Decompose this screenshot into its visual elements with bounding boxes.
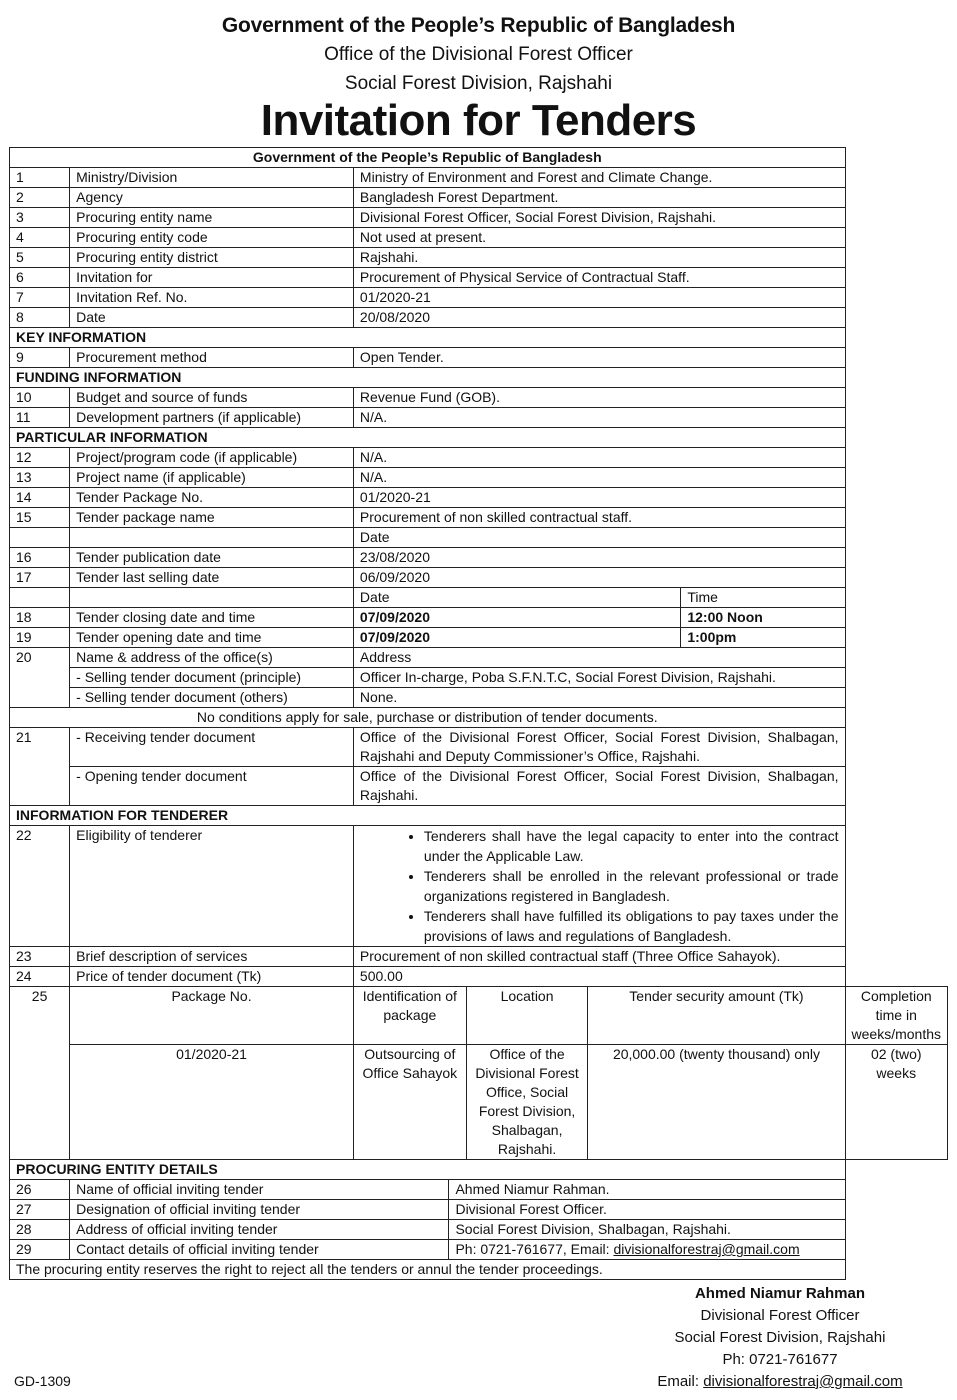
row-number: 24: [10, 967, 70, 987]
row-value: Divisional Forest Officer.: [449, 1200, 845, 1220]
row-number: 10: [10, 388, 70, 408]
section-row: [10, 806, 948, 826]
row-label: Tender opening date and time: [70, 628, 354, 648]
header-office: Office of the Divisional Forest Officer: [324, 44, 633, 65]
row-value: Divisional Forest Officer, Social Forest Division, Rajshahi.: [353, 208, 845, 228]
table-row: [10, 288, 948, 308]
row-number: 19: [10, 628, 70, 648]
row-value: Not used at present.: [353, 228, 845, 248]
table-row: [10, 767, 948, 806]
row-number: 16: [10, 548, 70, 568]
row-value: N/A.: [353, 408, 845, 428]
row-label: - Selling tender document (others): [70, 688, 354, 708]
row-number: 2: [10, 188, 70, 208]
eligibility-item: • Tenderers shall have fulfilled its obligations to pay taxes under the provisions of laws and regulations of Bangladesh.: [424, 906, 839, 946]
table-row: [10, 508, 948, 528]
row-label: Procuring entity code: [70, 228, 354, 248]
row-label: Tender package name: [70, 508, 354, 528]
row-label: Ministry/Division: [70, 168, 354, 188]
note-row: [10, 708, 948, 728]
row-number: 25: [10, 987, 70, 1160]
row-number: 26: [10, 1180, 70, 1200]
table-row: [10, 1180, 948, 1200]
row-label: - Selling tender document (principle): [70, 668, 354, 688]
row-number: 28: [10, 1220, 70, 1240]
row-value: 01/2020-21: [353, 488, 845, 508]
row-label: Price of tender document (Tk): [70, 967, 354, 987]
table-row: [10, 628, 948, 648]
table-row: [10, 408, 948, 428]
row-number: 21: [10, 728, 70, 806]
address-header: Address: [353, 648, 845, 668]
package-identification: Outsourcing of Office Sahayok: [353, 1045, 466, 1160]
row-value: Revenue Fund (GOB).: [353, 388, 845, 408]
empty-cell: [10, 588, 70, 608]
row-label: Brief description of services: [70, 947, 354, 967]
row-number: 17: [10, 568, 70, 588]
table-row: [10, 688, 948, 708]
table-row: [10, 548, 948, 568]
row-number: 14: [10, 488, 70, 508]
table-row: [10, 168, 948, 188]
contact-email-link[interactable]: divisionalforestraj@gmail.com: [613, 1241, 800, 1257]
table-row: [10, 608, 948, 628]
contact-cell: [449, 1240, 845, 1260]
table-row: [10, 1220, 948, 1240]
row-number: 22: [10, 826, 70, 947]
row-value: Procurement of non skilled contractual staff.: [353, 508, 845, 528]
package-header-row: [10, 987, 948, 1045]
row-number: 1: [10, 168, 70, 188]
empty-cell: [70, 528, 354, 548]
package-security: 20,000.00 (twenty thousand) only: [588, 1045, 845, 1160]
row-label: Name & address of the office(s): [70, 648, 354, 668]
row-number: 12: [10, 448, 70, 468]
package-completion: 02 (two) weeks: [845, 1045, 947, 1160]
row-number: 7: [10, 288, 70, 308]
row-number: 8: [10, 308, 70, 328]
signature-email-prefix: Email:: [657, 1373, 704, 1390]
table-row: [10, 348, 948, 368]
eligibility-list-cell: [353, 826, 845, 947]
row-label: Tender Package No.: [70, 488, 354, 508]
row-label: Designation of official inviting tender: [70, 1200, 449, 1220]
table-row: [10, 728, 948, 767]
contact-prefix: Ph: 0721-761677, Email:: [455, 1241, 614, 1257]
row-value: Bangladesh Forest Department.: [353, 188, 845, 208]
reserve-note: The procuring entity reserves the right to reject all the tenders or annul the tender proceedings.: [10, 1260, 846, 1280]
row-label: Agency: [70, 188, 354, 208]
row-label: Budget and source of funds: [70, 388, 354, 408]
package-no: 01/2020-21: [70, 1045, 354, 1160]
row-time: 12:00 Noon: [681, 608, 845, 628]
row-number: 27: [10, 1200, 70, 1220]
document-code: GD-1309: [14, 1373, 71, 1389]
row-number: 3: [10, 208, 70, 228]
eligibility-item: • Tenderers shall have the legal capacity to enter into the contract under the Applicable Law.: [424, 826, 839, 866]
table-row: [10, 947, 948, 967]
signature-email-link[interactable]: divisionalforestraj@gmail.com: [703, 1373, 903, 1390]
row-label: Invitation for: [70, 268, 354, 288]
row-date: 07/09/2020: [353, 608, 680, 628]
row-number: 29: [10, 1240, 70, 1260]
section-heading: KEY INFORMATION: [10, 328, 846, 348]
row-value: 01/2020-21: [353, 288, 845, 308]
table-row: [10, 448, 948, 468]
security-header: Tender security amount (Tk): [588, 987, 845, 1045]
table-row: [10, 388, 948, 408]
signature-name: Ahmed Niamur Rahman: [694, 1285, 866, 1302]
section-row: [10, 328, 948, 348]
row-value: 23/08/2020: [353, 548, 845, 568]
eligibility-list: [360, 826, 839, 946]
completion-header: Completion time in weeks/months: [845, 987, 947, 1045]
eligibility-item: • Tenderers shall be enrolled in the relevant professional or trade organizations registered in Bangladesh.: [424, 866, 839, 906]
row-value: Social Forest Division, Shalbagan, Rajshahi.: [449, 1220, 845, 1240]
section-heading: PROCURING ENTITY DETAILS: [10, 1160, 846, 1180]
row-label: Project name (if applicable): [70, 468, 354, 488]
table-row: [10, 268, 948, 288]
table-row: [10, 648, 948, 668]
table-row: [10, 488, 948, 508]
row-value: None.: [353, 688, 845, 708]
table-row: [10, 248, 948, 268]
row-value: Office of the Divisional Forest Officer, Social Forest Division, Shalbagan, Rajshahi and Deputy Commissioner’s Office, Rajshahi.: [353, 728, 845, 767]
section-row: [10, 368, 948, 388]
row-label: Address of official inviting tender: [70, 1220, 449, 1240]
row-value: Procurement of non skilled contractual staff (Three Office Sahayok).: [353, 947, 845, 967]
table-row: [10, 1200, 948, 1220]
row-value: Office of the Divisional Forest Officer, Social Forest Division, Shalbagan, Rajshahi.: [353, 767, 845, 806]
row-label: Name of official inviting tender: [70, 1180, 449, 1200]
row-value: Ministry of Environment and Forest and Climate Change.: [353, 168, 845, 188]
row-value: N/A.: [353, 448, 845, 468]
row-label: Development partners (if applicable): [70, 408, 354, 428]
signature-division: Social Forest Division, Rajshahi: [674, 1329, 886, 1346]
section-row: [10, 1160, 948, 1180]
no-conditions-note: No conditions apply for sale, purchase or distribution of tender documents.: [10, 708, 846, 728]
table-row: [10, 468, 948, 488]
row-label: - Receiving tender document: [70, 728, 354, 767]
row-value: Open Tender.: [353, 348, 845, 368]
table-row: [10, 826, 948, 947]
time-column-header: Time: [681, 588, 845, 608]
row-label: Procurement method: [70, 348, 354, 368]
row-label: Contact details of official inviting tender: [70, 1240, 449, 1260]
table-row: [10, 668, 948, 688]
row-number: 20: [10, 648, 70, 708]
location-header: Location: [466, 987, 588, 1045]
section-row: [10, 428, 948, 448]
row-label: Tender publication date: [70, 548, 354, 568]
row-label: Invitation Ref. No.: [70, 288, 354, 308]
header-division: Social Forest Division, Rajshahi: [344, 73, 613, 94]
row-label: Tender closing date and time: [70, 608, 354, 628]
note-row: [10, 1260, 948, 1280]
row-label: - Opening tender document: [70, 767, 354, 806]
row-number: 11: [10, 408, 70, 428]
signature-designation: Divisional Forest Officer: [700, 1307, 860, 1324]
table-row: [10, 967, 948, 987]
table-row: [10, 188, 948, 208]
datetime-header-row: [10, 588, 948, 608]
row-label: Tender last selling date: [70, 568, 354, 588]
row-number: 18: [10, 608, 70, 628]
section-heading: PARTICULAR INFORMATION: [10, 428, 846, 448]
row-value: Ahmed Niamur Rahman.: [449, 1180, 845, 1200]
date-column-header: Date: [353, 528, 845, 548]
table-row: [10, 228, 948, 248]
table-row: [10, 308, 948, 328]
package-location: Office of the Divisional Forest Office, Social Forest Division, Shalbagan, Rajshahi.: [466, 1045, 588, 1160]
row-date: 07/09/2020: [353, 628, 680, 648]
row-value: 500.00: [353, 967, 845, 987]
row-label: Eligibility of tenderer: [70, 826, 354, 947]
section-heading: INFORMATION FOR TENDERER: [10, 806, 846, 826]
row-value: Rajshahi.: [353, 248, 845, 268]
row-label: Date: [70, 308, 354, 328]
row-value: Officer In-charge, Poba S.F.N.T.C, Social Forest Division, Rajshahi.: [353, 668, 845, 688]
table-row: [10, 1240, 948, 1260]
row-value: Procurement of Physical Service of Contractual Staff.: [353, 268, 845, 288]
empty-cell: [70, 588, 354, 608]
row-number: 15: [10, 508, 70, 528]
date-header-row: [10, 528, 948, 548]
row-label: Procuring entity district: [70, 248, 354, 268]
tender-table: [9, 147, 948, 1280]
header-government: Government of the People’s Republic of Bangladesh: [221, 14, 736, 37]
section-heading: FUNDING INFORMATION: [10, 368, 846, 388]
row-number: 5: [10, 248, 70, 268]
row-number: 4: [10, 228, 70, 248]
row-number: 13: [10, 468, 70, 488]
signature-block: [620, 1283, 940, 1393]
package-no-header: Package No.: [70, 987, 354, 1045]
identification-header: Identification of package: [353, 987, 466, 1045]
row-label: Procuring entity name: [70, 208, 354, 228]
row-value: 20/08/2020: [353, 308, 845, 328]
row-time: 1:00pm: [681, 628, 845, 648]
signature-phone: Ph: 0721-761677: [722, 1351, 838, 1368]
row-number: 23: [10, 947, 70, 967]
row-label: Project/program code (if applicable): [70, 448, 354, 468]
page-title: Invitation for Tenders: [260, 96, 697, 145]
package-row: [10, 1045, 948, 1160]
row-number: 9: [10, 348, 70, 368]
table-row: [10, 568, 948, 588]
row-number: 6: [10, 268, 70, 288]
row-value: 06/09/2020: [353, 568, 845, 588]
table-caption: Government of the People’s Republic of Bangladesh: [10, 148, 846, 168]
empty-cell: [10, 528, 70, 548]
row-value: N/A.: [353, 468, 845, 488]
table-row: [10, 208, 948, 228]
date-column-header: Date: [353, 588, 680, 608]
